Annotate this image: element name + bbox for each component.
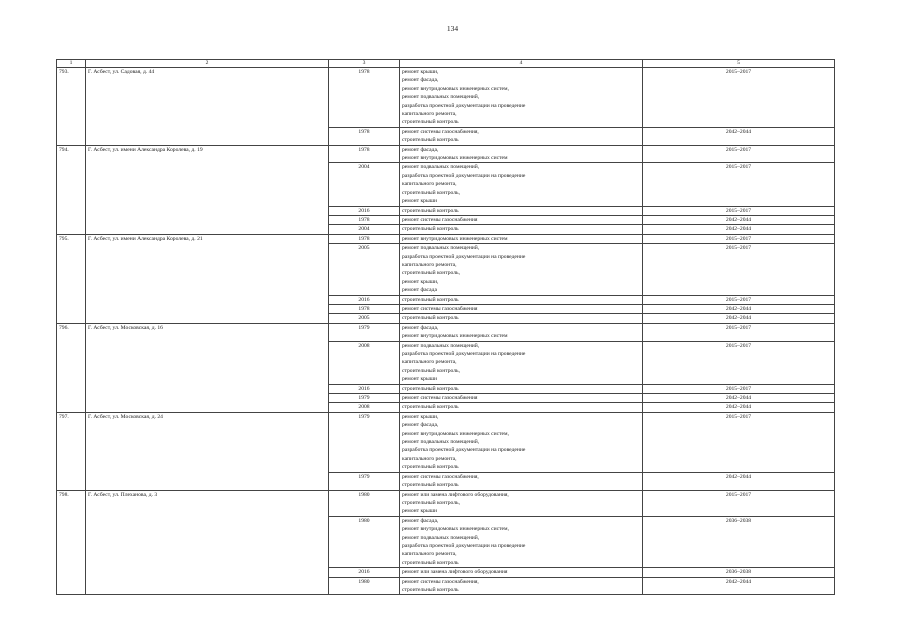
work-type-line: ремонт системы газоснабжения	[402, 216, 478, 223]
work-type-line: ремонт фасада	[402, 287, 437, 294]
planned-period: 2042–2044	[643, 394, 835, 403]
work-types	[400, 577, 643, 595]
work-type-line: строительный контроль	[402, 482, 459, 489]
planned-period: 2042–2044	[643, 225, 835, 234]
work-types	[400, 225, 643, 234]
planned-period: 2015–2017	[643, 234, 835, 243]
planned-period: 2015–2017	[643, 412, 835, 472]
planned-period: 2015–2017	[643, 244, 835, 295]
work-types	[400, 568, 643, 577]
work-type-line: разработка проектной документации на проведение	[402, 253, 526, 260]
table-row	[57, 490, 835, 516]
work-type-line: ремонт крыши	[402, 376, 438, 383]
planned-period: 2015–2017	[643, 145, 835, 163]
work-type-line: ремонт подвальных помещений,	[402, 342, 480, 349]
object-address: Г. Асбест, ул. Московская, д. 16	[86, 323, 329, 412]
work-type-line: ремонт подвальных помещений,	[402, 164, 480, 171]
commissioning-year: 1979	[329, 412, 400, 472]
work-type-line: разработка проектной документации на проведение	[402, 447, 526, 454]
work-type-line: ремонт крыши,	[402, 278, 439, 285]
commissioning-year: 1979	[329, 472, 400, 490]
work-type-line: строительный контроль	[402, 404, 459, 411]
work-type-line: ремонт крыши	[402, 198, 438, 205]
commissioning-year: 1978	[329, 304, 400, 313]
planned-period: 2015–2017	[643, 68, 835, 128]
commissioning-year: 2016	[329, 384, 400, 393]
column-header-1: 1	[57, 60, 86, 68]
work-type-line: ремонт подвальных помещений,	[402, 534, 480, 541]
work-type-line: капитального ремонта,	[402, 261, 457, 268]
table-row	[57, 234, 835, 243]
work-type-line: строительный контроль,	[402, 189, 460, 196]
work-types	[400, 516, 643, 567]
object-number: 798.	[57, 490, 86, 595]
column-header-3: 3	[329, 60, 400, 68]
work-type-line: строительный контроль	[402, 385, 459, 392]
page-number: 134	[446, 24, 459, 33]
commissioning-year: 1980	[329, 490, 400, 516]
work-type-line: капитального ремонта,	[402, 551, 457, 558]
commissioning-year: 2008	[329, 341, 400, 384]
object-number: 796.	[57, 323, 86, 412]
work-type-line: ремонт или замена лифтового оборудования	[402, 569, 508, 576]
commissioning-year: 1979	[329, 394, 400, 403]
commissioning-year: 2016	[329, 568, 400, 577]
work-types	[400, 127, 643, 145]
work-types	[400, 295, 643, 304]
work-type-line: разработка проектной документации на проведение	[402, 542, 526, 549]
work-types	[400, 403, 643, 412]
work-type-line: строительный контроль	[402, 559, 459, 566]
planned-period: 2042–2044	[643, 215, 835, 224]
work-types	[400, 145, 643, 163]
column-header-row	[57, 60, 835, 68]
work-types	[400, 68, 643, 128]
work-type-line: ремонт крыши	[402, 508, 438, 515]
commissioning-year: 2005	[329, 244, 400, 295]
work-type-line: ремонт подвальных помещений,	[402, 439, 480, 446]
commissioning-year: 1979	[329, 323, 400, 341]
work-types	[400, 215, 643, 224]
work-types	[400, 244, 643, 295]
planned-period: 2015–2017	[643, 163, 835, 206]
work-types	[400, 323, 643, 341]
commissioning-year: 1978	[329, 68, 400, 128]
work-type-line: строительный контроль,	[402, 499, 460, 506]
work-type-line: капитального ремонта,	[402, 455, 457, 462]
planned-period: 2036–2038	[643, 568, 835, 577]
object-number: 797.	[57, 412, 86, 490]
work-type-line: ремонт внутридомовых инженерных систем	[402, 333, 508, 340]
work-types	[400, 234, 643, 243]
object-address: Г. Асбест, ул. имени Александра Королева, д. 19	[86, 145, 329, 234]
work-type-line: ремонт системы газоснабжения,	[402, 578, 479, 585]
work-type-line: разработка проектной документации на проведение	[402, 102, 526, 109]
commissioning-year: 2008	[329, 403, 400, 412]
planned-period: 2042–2044	[643, 577, 835, 595]
work-types	[400, 412, 643, 472]
work-types	[400, 490, 643, 516]
work-type-line: ремонт подвальных помещений,	[402, 94, 480, 101]
commissioning-year: 2016	[329, 206, 400, 215]
work-type-line: строительный контроль	[402, 207, 459, 214]
work-type-line: ремонт фасада,	[402, 77, 439, 84]
commissioning-year: 1978	[329, 127, 400, 145]
work-type-line: строительный контроль	[402, 119, 459, 126]
work-types	[400, 304, 643, 313]
work-type-line: строительный контроль	[402, 137, 459, 144]
work-type-line: ремонт внутридомовых инженерных систем,	[402, 430, 509, 437]
planned-period: 2042–2044	[643, 314, 835, 323]
planned-period: 2036–2038	[643, 516, 835, 567]
work-type-line: разработка проектной документации на проведение	[402, 172, 526, 179]
work-type-line: ремонт подвальных помещений,	[402, 245, 480, 252]
work-type-line: строительный контроль,	[402, 367, 460, 374]
work-type-line: ремонт или замена лифтового оборудования,	[402, 491, 509, 498]
planned-period: 2015–2017	[643, 295, 835, 304]
work-type-line: ремонт системы газоснабжения	[402, 395, 478, 402]
work-type-line: разработка проектной документации на проведение	[402, 351, 526, 357]
work-type-line: капитального ремонта,	[402, 181, 457, 188]
work-type-line: строительный контроль,	[402, 270, 460, 277]
planned-period: 2042–2044	[643, 304, 835, 313]
work-type-line: строительный контроль	[402, 464, 459, 471]
work-type-line: строительный контроль	[402, 296, 459, 303]
object-number: 795.	[57, 234, 86, 323]
planned-period: 2042–2044	[643, 472, 835, 490]
work-type-line: ремонт фасада,	[402, 517, 439, 524]
commissioning-year: 2004	[329, 163, 400, 206]
work-type-line: ремонт внутридомовых инженерных систем	[402, 235, 508, 242]
work-type-line: строительный контроль	[402, 226, 459, 233]
table-row	[57, 323, 835, 341]
work-type-line: ремонт внутридомовых инженерных систем	[402, 155, 508, 162]
object-address: Г. Асбест, ул. Садовая, д. 44	[86, 68, 329, 146]
commissioning-year: 1978	[329, 234, 400, 243]
table-row	[57, 412, 835, 472]
work-type-line: строительный контроль	[402, 586, 459, 593]
work-types	[400, 206, 643, 215]
work-type-line: капитального ремонта,	[402, 359, 457, 366]
commissioning-year: 1980	[329, 516, 400, 567]
work-type-line: ремонт фасада,	[402, 324, 439, 331]
object-address: Г. Асбест, ул. Московская, д. 24	[86, 412, 329, 490]
object-number: 794.	[57, 145, 86, 234]
work-types	[400, 384, 643, 393]
work-types	[400, 341, 643, 384]
object-address: Г. Асбест, ул. Плеханова, д. 3	[86, 490, 329, 595]
table-body	[57, 68, 835, 595]
work-types	[400, 314, 643, 323]
commissioning-year: 2016	[329, 295, 400, 304]
commissioning-year: 2005	[329, 314, 400, 323]
column-header-4: 4	[400, 60, 643, 68]
work-types	[400, 163, 643, 206]
work-type-line: ремонт системы газоснабжения	[402, 305, 478, 312]
capital-repair-table	[56, 59, 835, 595]
work-type-line: ремонт внутридомовых инженерных систем,	[402, 526, 509, 533]
work-type-line: ремонт системы газоснабжения,	[402, 473, 479, 480]
work-types	[400, 472, 643, 490]
object-number: 793.	[57, 68, 86, 146]
planned-period: 2015–2017	[643, 206, 835, 215]
planned-period: 2042–2044	[643, 127, 835, 145]
planned-period: 2015–2017	[643, 341, 835, 384]
planned-period: 2015–2017	[643, 323, 835, 341]
work-type-line: ремонт фасада,	[402, 422, 439, 429]
work-type-line: ремонт системы газоснабжения,	[402, 128, 479, 135]
work-types	[400, 394, 643, 403]
work-type-line: строительный контроль	[402, 315, 459, 322]
commissioning-year: 2004	[329, 225, 400, 234]
object-address: Г. Асбест, ул. имени Александра Королева, д. 21	[86, 234, 329, 323]
commissioning-year: 1980	[329, 577, 400, 595]
planned-period: 2042–2044	[643, 403, 835, 412]
work-type-line: капитального ремонта,	[402, 111, 457, 118]
work-type-line: ремонт крыши,	[402, 69, 439, 75]
planned-period: 2015–2017	[643, 490, 835, 516]
commissioning-year: 1978	[329, 145, 400, 163]
work-type-line: ремонт крыши,	[402, 413, 439, 420]
column-header-5: 5	[643, 60, 835, 68]
table-row	[57, 145, 835, 163]
planned-period: 2015–2017	[643, 384, 835, 393]
commissioning-year: 1978	[329, 215, 400, 224]
column-header-2: 2	[86, 60, 329, 68]
work-type-line: ремонт внутридомовых инженерных систем,	[402, 85, 509, 92]
table-row	[57, 68, 835, 128]
work-type-line: ремонт фасада,	[402, 146, 439, 153]
